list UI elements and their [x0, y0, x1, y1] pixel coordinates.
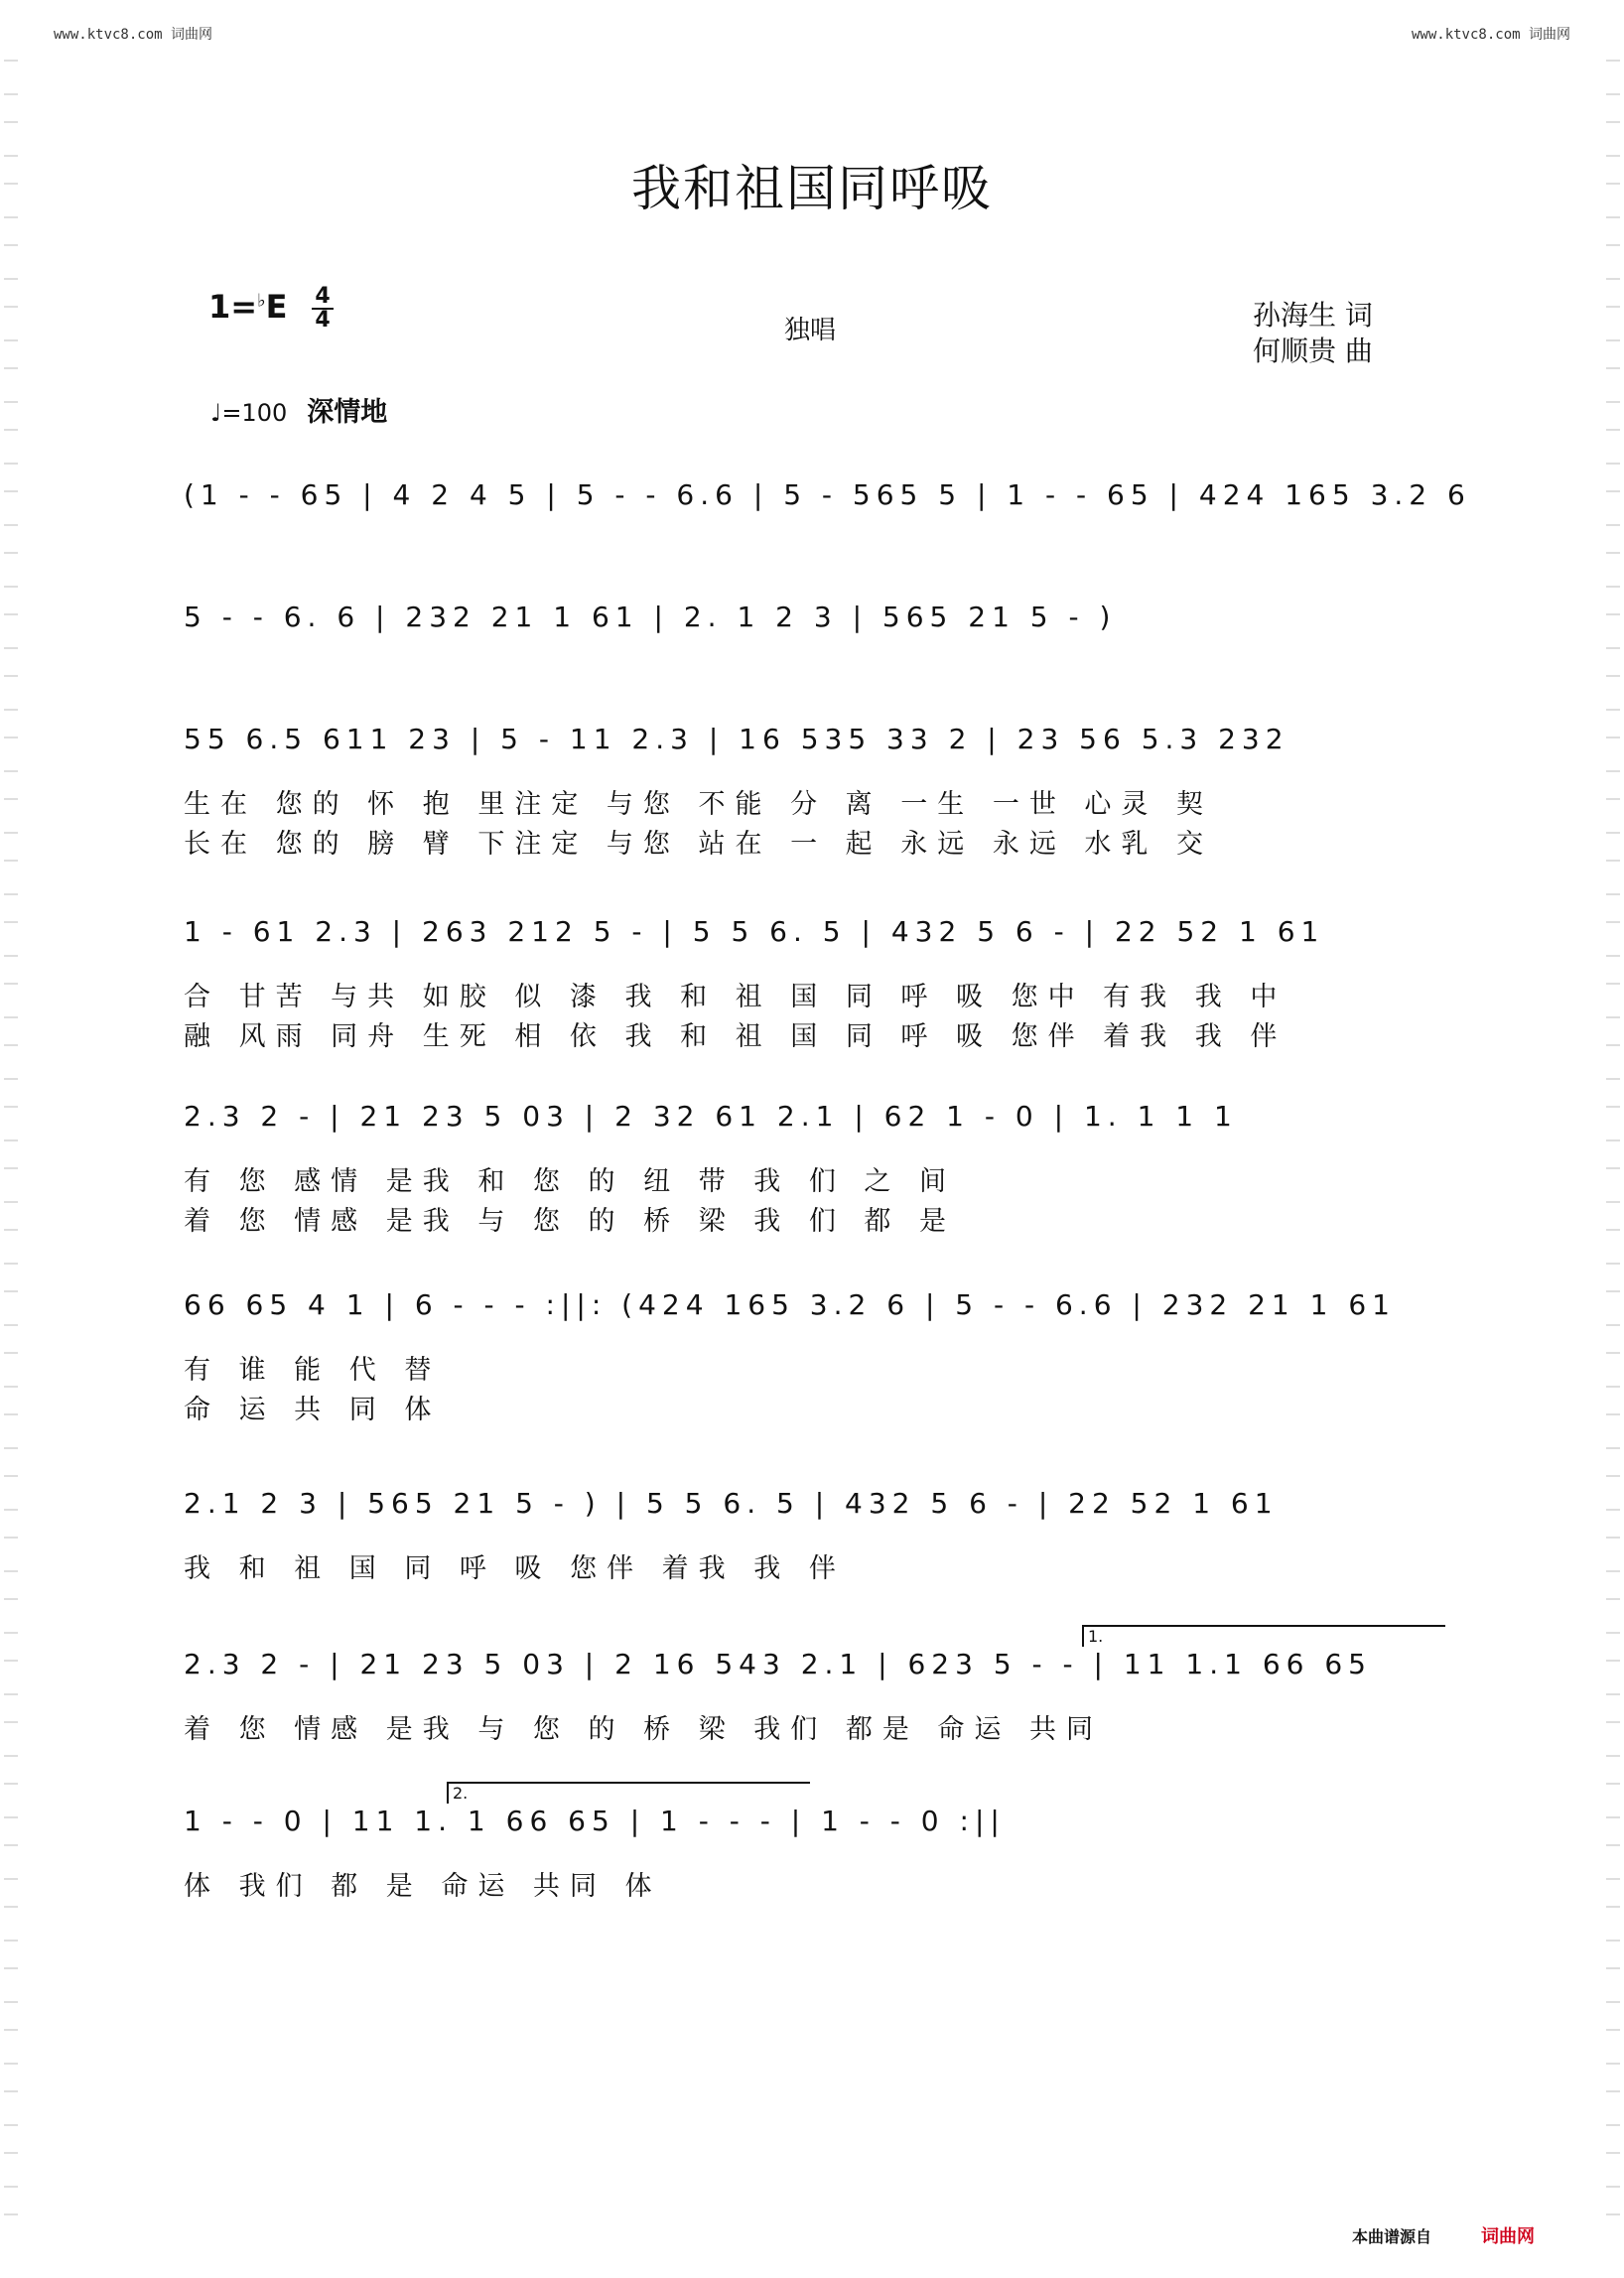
- score-system: [184, 1487, 1439, 1626]
- meter-top: 4: [315, 284, 331, 309]
- first-ending-bracket: [1082, 1625, 1445, 1647]
- notation-text: 5 - - 6. 6 | 232 21 1 61 | 2. 1 2 3 | 565 21 5 - ): [184, 601, 1117, 633]
- notation-line: [184, 1805, 1439, 1864]
- key-signature: [208, 288, 287, 326]
- notation-text: 1 - 61 2.3 | 263 212 5 - | 5 5 6. 5 | 432 5 6 - | 22 52 1 61: [184, 915, 1325, 948]
- performance-type: 独唱: [784, 316, 837, 345]
- notation-text: 2.1 2 3 | 565 21 5 - ) | 5 5 6. 5 | 432 5 6 - | 22 52 1 61: [184, 1487, 1279, 1520]
- notation-text: 1 - - 0 | 11 1. 1 66 65 | 1 - - - | 1 - - 0 :||: [184, 1805, 1006, 1837]
- score-system: [184, 915, 1439, 1054]
- notation-line: [184, 1648, 1439, 1707]
- footer-source: 本曲谱源自: [1351, 2227, 1431, 2246]
- tempo-value: ♩=100: [210, 399, 288, 427]
- score-system: [184, 601, 1439, 739]
- score-system: [184, 1288, 1439, 1427]
- site-header-right: www.ktvc8.com 词曲网: [1411, 27, 1570, 43]
- notation-text: 55 6.5 611 23 | 5 - 11 2.3 | 16 535 33 2 | 23 56 5.3 232: [184, 723, 1289, 755]
- lyric-line-1: [184, 660, 1439, 700]
- second-ending-bracket: [447, 1782, 810, 1804]
- notation-text: (1 - - 65 | 4 2 4 5 | 5 - - 6.6 | 5 - 565 5 | 1 - - 65 | 424 165 3.2 6: [184, 478, 1471, 511]
- notation-line: [184, 915, 1439, 975]
- lyric-line-2: [184, 1904, 1439, 1943]
- lyricist-credit: 孙海生 词: [1253, 299, 1373, 332]
- site-header-left: www.ktvc8.com 词曲网: [54, 27, 213, 43]
- lyric-line-1: 有 谁 能 代 替: [184, 1355, 442, 1386]
- footer-brand: 词曲网: [1481, 2226, 1535, 2247]
- notation-text: 66 65 4 1 | 6 - - - :||: (424 165 3.2 6 | 5 - - 6.6 | 232 21 1 61: [184, 1288, 1396, 1321]
- lyric-line-2: 长在 您的 膀 臂 下注定 与您 站在 一 起 永远 永远 水乳 交: [184, 829, 1213, 860]
- key-note: E: [265, 288, 288, 326]
- score-system: [184, 1100, 1439, 1239]
- lyric-line-1: 着 您 情感 是我 与 您 的 桥 梁 我们 都是 命运 共同: [184, 1714, 1103, 1745]
- first-ending-label: 1.: [1088, 1627, 1104, 1646]
- flat-sign: ♭: [257, 290, 266, 312]
- second-ending-label: 2.: [453, 1784, 469, 1803]
- time-signature: [310, 286, 336, 332]
- lyric-line-1: 我 和 祖 国 同 呼 吸 您伴 着我 我 伴: [184, 1553, 846, 1584]
- right-watermark-strip: [1606, 60, 1620, 2243]
- footer: [1352, 2222, 1535, 2248]
- notation-text: 2.3 2 - | 21 23 5 03 | 2 16 543 2.1 | 623 5 - - | 11 1.1 66 65: [184, 1648, 1372, 1680]
- song-title: 我和祖国同呼吸: [631, 160, 993, 217]
- notation-text: 2.3 2 - | 21 23 5 03 | 2 32 61 2.1 | 62 1 - 0 | 1. 1 1 1: [184, 1100, 1238, 1133]
- notation-line: [184, 478, 1471, 538]
- lyric-line-2: [184, 1586, 1439, 1626]
- expression-mark: 深情地: [307, 397, 388, 428]
- key-prefix: 1=: [208, 288, 258, 326]
- notation-line: [184, 1100, 1439, 1159]
- lyric-line-1: 合 甘苦 与共 如胶 似 漆 我 和 祖 国 同 呼 吸 您中 有我 我 中: [184, 982, 1287, 1012]
- lyric-line-2: 融 风雨 同舟 生死 相 依 我 和 祖 国 同 呼 吸 您伴 着我 我 伴: [184, 1021, 1287, 1052]
- meter-bottom: 4: [315, 308, 331, 333]
- composer-credit: 何顺贵 曲: [1253, 335, 1373, 367]
- left-watermark-strip: [4, 60, 18, 2243]
- notation-line: [184, 1487, 1439, 1546]
- lyric-line-1: 体 我们 都 是 命运 共同 体: [184, 1871, 662, 1902]
- notation-line: [184, 601, 1439, 660]
- score-system: [184, 1648, 1439, 1787]
- notation-line: [184, 1288, 1439, 1348]
- lyric-line-1: 生在 您的 怀 抱 里注定 与您 不能 分 离 一生 一世 心灵 契: [184, 789, 1213, 820]
- lyric-line-1: 有 您 感情 是我 和 您 的 纽 带 我 们 之 间: [184, 1166, 956, 1197]
- score-system: [184, 478, 1471, 617]
- score-system: [184, 723, 1439, 862]
- score-system: [184, 1805, 1439, 1943]
- notation-line: [184, 723, 1439, 782]
- tempo-marking: [210, 390, 387, 429]
- lyric-line-1: [184, 538, 1439, 578]
- lyric-line-2: 着 您 情感 是我 与 您 的 桥 梁 我 们 都 是: [184, 1206, 956, 1237]
- lyric-line-2: [184, 1747, 1439, 1787]
- lyric-line-2: 命 运 共 同 体: [184, 1395, 442, 1425]
